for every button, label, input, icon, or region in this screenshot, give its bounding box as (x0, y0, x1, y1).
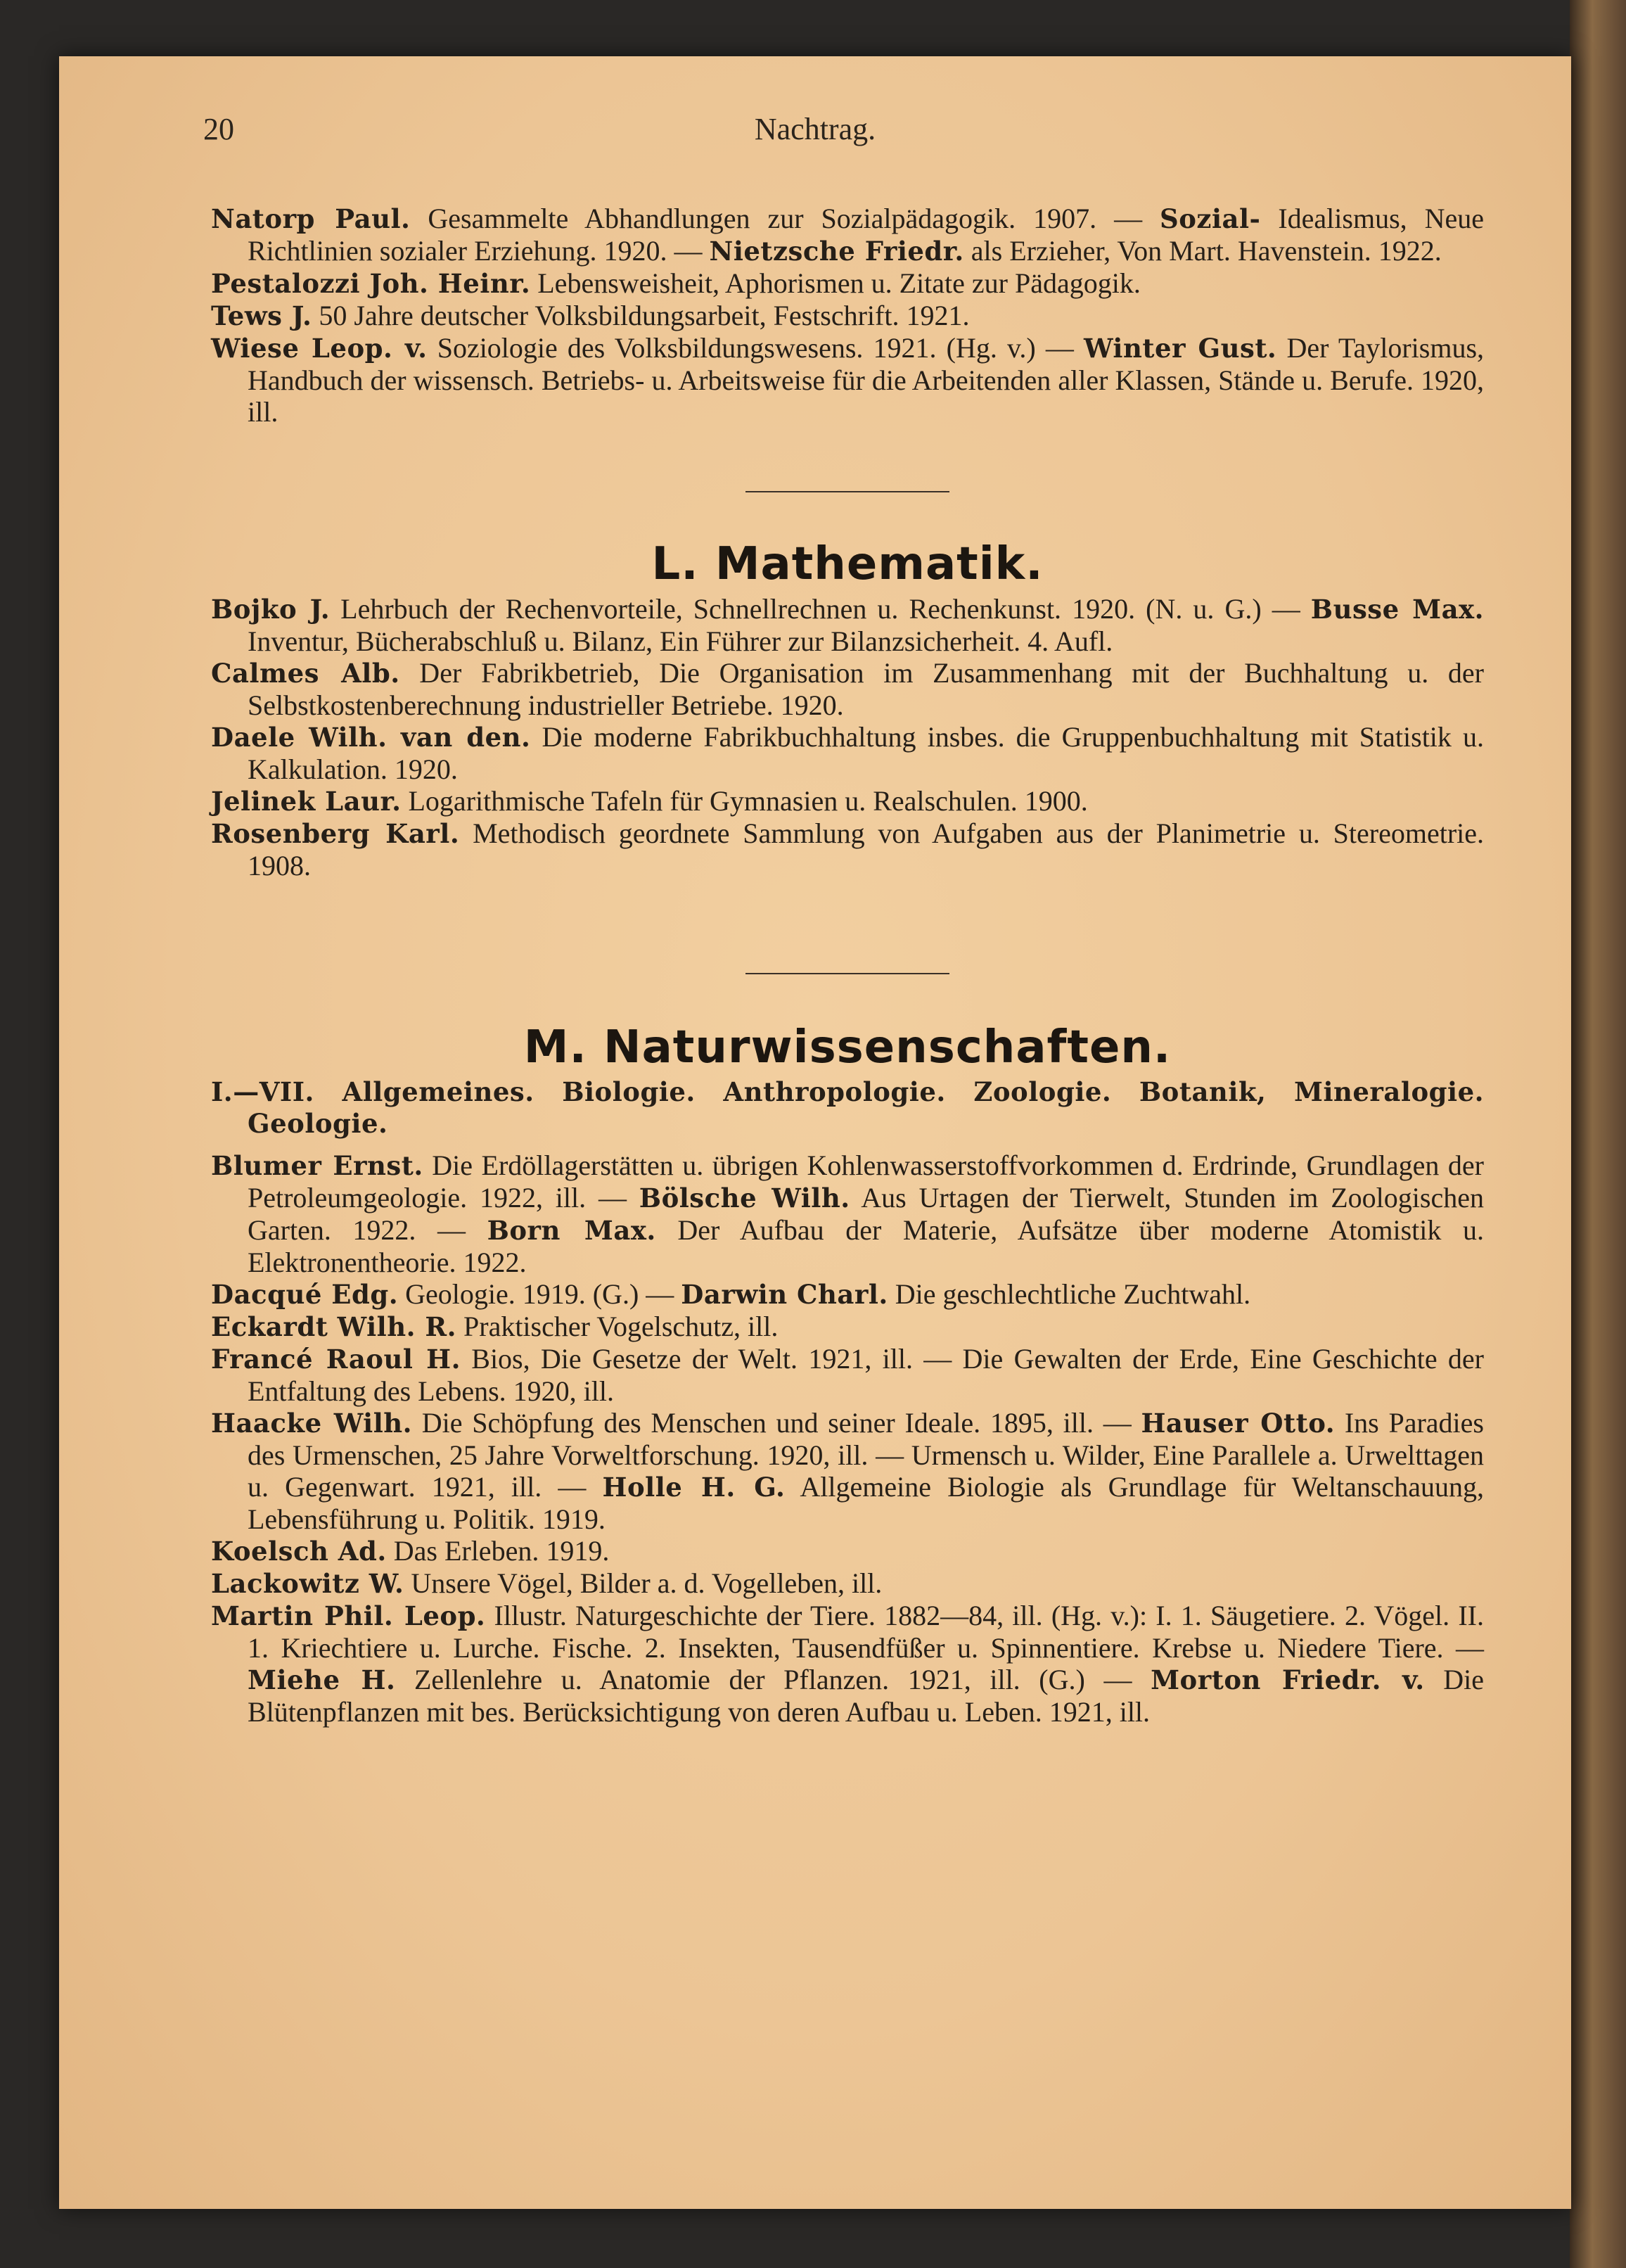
entry-text: Idealismus, Neue Richtlinien sozialer Erziehung. 1920. — (248, 203, 1485, 267)
bibliography-entry (211, 300, 1484, 332)
entry-text: Praktischer Vogelschutz, ill. (456, 1311, 779, 1342)
author-name: Daele Wilh. van den. (211, 722, 531, 753)
entry-text: Gesammelte Abhandlungen zur Sozialpädagogik. 1907. — (410, 203, 1160, 234)
author-name: Miehe H. (248, 1664, 396, 1695)
entry-text: Das Erleben. 1919. (386, 1535, 610, 1567)
bibliography-entry (211, 817, 1484, 881)
author-name: Pestalozzi Joh. Heinr. (211, 268, 531, 299)
author-name: Holle H. G. (602, 1472, 786, 1503)
section-title-naturwissenschaften: M. Naturwissenschaften. (523, 1021, 1172, 1074)
entry-text: Soziologie des Volksbildungswesens. 1921. (Hg. v.) — (427, 332, 1084, 364)
bibliography-entry (211, 1343, 1484, 1407)
entry-text: Bios, Die Gesetze der Welt. 1921, ill. — Die Gewalten der Erde, Eine Geschichte der Entfaltung des Lebens. 1920, ill. (248, 1343, 1484, 1407)
author-name: Winter Gust. (1084, 333, 1277, 364)
author-name: Natorp Paul. (211, 203, 411, 234)
author-name: Hauser Otto. (1141, 1408, 1336, 1439)
author-name: Wiese Leop. v. (211, 333, 428, 364)
author-name: Calmes Alb. (211, 658, 400, 689)
section-m-entries (211, 1149, 1484, 1728)
entry-text: Geologie. 1919. (G.) — (398, 1278, 681, 1310)
author-name: Sozial- (1160, 203, 1261, 234)
author-name: Francé Raoul H. (211, 1344, 461, 1375)
bibliography-entry (211, 1567, 1484, 1600)
author-name: Haacke Wilh. (211, 1408, 413, 1439)
section-title-mathematik: L. Mathematik. (651, 538, 1044, 590)
entry-text: Allgemeine Biologie als Grundlage für Weltanschauung, Lebensführung u. Politik. 1919. (248, 1471, 1484, 1535)
entry-text: Die Blütenpflanzen mit bes. Berücksichtigung von deren Aufbau u. Leben. 1921, ill. (248, 1664, 1485, 1728)
section-l-entries (211, 593, 1484, 881)
bibliography-entry (211, 1149, 1484, 1278)
bibliography-entry (211, 332, 1484, 428)
entry-text: als Erzieher, Von Mart. Havenstein. 1922. (964, 235, 1442, 267)
bibliography-entry (211, 785, 1484, 817)
entry-text: Der Fabrikbetrieb, Die Organisation im Zusammenhang mit der Buchhaltung u. der Selbstkostenberechnung industrieller Betriebe. 1920. (248, 657, 1485, 721)
entry-text: Lebensweisheit, Aphorismen u. Zitate zur Pädagogik. (530, 267, 1141, 299)
entry-text: Methodisch geordnete Sammlung von Aufgaben aus der Planimetrie u. Stereometrie. 1908. (248, 817, 1485, 881)
entry-text: Zellenlehre u. Anatomie der Pflanzen. 1921, ill. (G.) — (395, 1664, 1151, 1695)
bibliography-entry (211, 1311, 1484, 1343)
section-divider (745, 973, 949, 974)
entry-text: Unsere Vögel, Bilder a. d. Vogelleben, ill. (404, 1567, 883, 1599)
bibliography-entry (211, 657, 1484, 721)
author-name: Blumer Ernst. (211, 1150, 423, 1181)
bibliography-entry (211, 1600, 1484, 1728)
author-name: Eckardt Wilh. R. (211, 1311, 456, 1342)
running-head: Nachtrag. (754, 112, 876, 146)
author-name: Nietzsche Friedr. (709, 236, 964, 267)
author-name: Koelsch Ad. (211, 1536, 387, 1567)
entry-text: Die Schöpfung des Menschen und seiner Ideale. 1895, ill. — (412, 1407, 1141, 1439)
bibliography-entry (211, 203, 1484, 267)
author-name: Martin Phil. Leop. (211, 1600, 486, 1631)
author-name: Bölsche Wilh. (639, 1183, 850, 1213)
author-name: Lackowitz W. (211, 1568, 404, 1599)
entry-text: Der Taylorismus, Handbuch der wissensch. Betriebs- u. Arbeitsweise für die Arbeitenden aller Klassen, Stände u. Berufe. 1920, ill. (248, 332, 1485, 428)
author-name: Dacqué Edg. (211, 1279, 399, 1310)
section-divider (745, 491, 949, 492)
author-name: Jelinek Laur. (211, 786, 402, 817)
author-name: Bojko J. (211, 594, 331, 625)
entry-text: Die moderne Fabrikbuchhaltung insbes. die Gruppenbuchhaltung mit Statistik u. Kalkulation. 1920. (248, 721, 1484, 785)
bibliography-entry (211, 1278, 1484, 1311)
book-page (59, 56, 1571, 2209)
author-name: Rosenberg Karl. (211, 818, 460, 849)
bibliography-entry (211, 721, 1484, 785)
entry-text: Logarithmische Tafeln für Gymnasien u. Realschulen. 1900. (401, 785, 1088, 817)
section-k-entries (211, 203, 1484, 428)
author-name: Busse Max. (1310, 594, 1484, 625)
bibliography-entry (211, 1535, 1484, 1567)
entry-text: Lehrbuch der Rechenvorteile, Schnellrechnen u. Rechenkunst. 1920. (N. u. G.) — (330, 593, 1311, 625)
entry-text: Die Erdöllagerstätten u. übrigen Kohlenwasserstoffvorkommen d. Erdrinde, Grundlagen der Petroleumgeologie. 1922, ill. — (248, 1149, 1484, 1213)
body-text (211, 203, 1484, 1728)
entry-text: 50 Jahre deutscher Volksbildungsarbeit, Festschrift. 1921. (312, 300, 970, 331)
bibliography-entry (211, 267, 1484, 300)
entry-text: Der Aufbau der Materie, Aufsätze über moderne Atomistik u. Elektronentheorie. 1922. (248, 1214, 1484, 1278)
entry-text: Illustr. Naturgeschichte der Tiere. 1882—84, ill. (Hg. v.): I. 1. Säugetiere. 2. Vögel. II. 1. Kriechtiere u. Lurche. Fische. 2. Insekten, Tausendfüßer u. Spinnentiere. Krebse u. Niedere Tiere. — (248, 1600, 1484, 1664)
bibliography-entry (211, 1407, 1484, 1535)
entry-text: Inventur, Bücherabschluß u. Bilanz, Ein Führer zur Bilanzsicherheit. 4. Aufl. (248, 625, 1113, 657)
book-binding (1570, 0, 1626, 2268)
entry-text: Die geschlechtliche Zuchtwahl. (888, 1278, 1251, 1310)
page-number: 20 (203, 112, 234, 146)
entry-text: Aus Urtagen der Tierwelt, Stunden im Zoologischen Garten. 1922. — (248, 1182, 1484, 1246)
section-subheading: I.—VII. Allgemeines. Biologie. Anthropologie. Zoologie. Botanik, Mineralogie. Geologie. (211, 1076, 1484, 1139)
author-name: Morton Friedr. v. (1151, 1664, 1425, 1695)
bibliography-entry (211, 593, 1484, 657)
page-header (59, 111, 1571, 153)
author-name: Tews J. (211, 300, 312, 331)
author-name: Darwin Charl. (681, 1279, 888, 1310)
author-name: Born Max. (487, 1215, 656, 1246)
entry-text: Ins Paradies des Urmenschen, 25 Jahre Vorweltforschung. 1920, ill. — Urmensch u. Wilder, Eine Parallele a. Urwelttagen u. Gegenwart. 1921, ill. — (248, 1407, 1484, 1503)
